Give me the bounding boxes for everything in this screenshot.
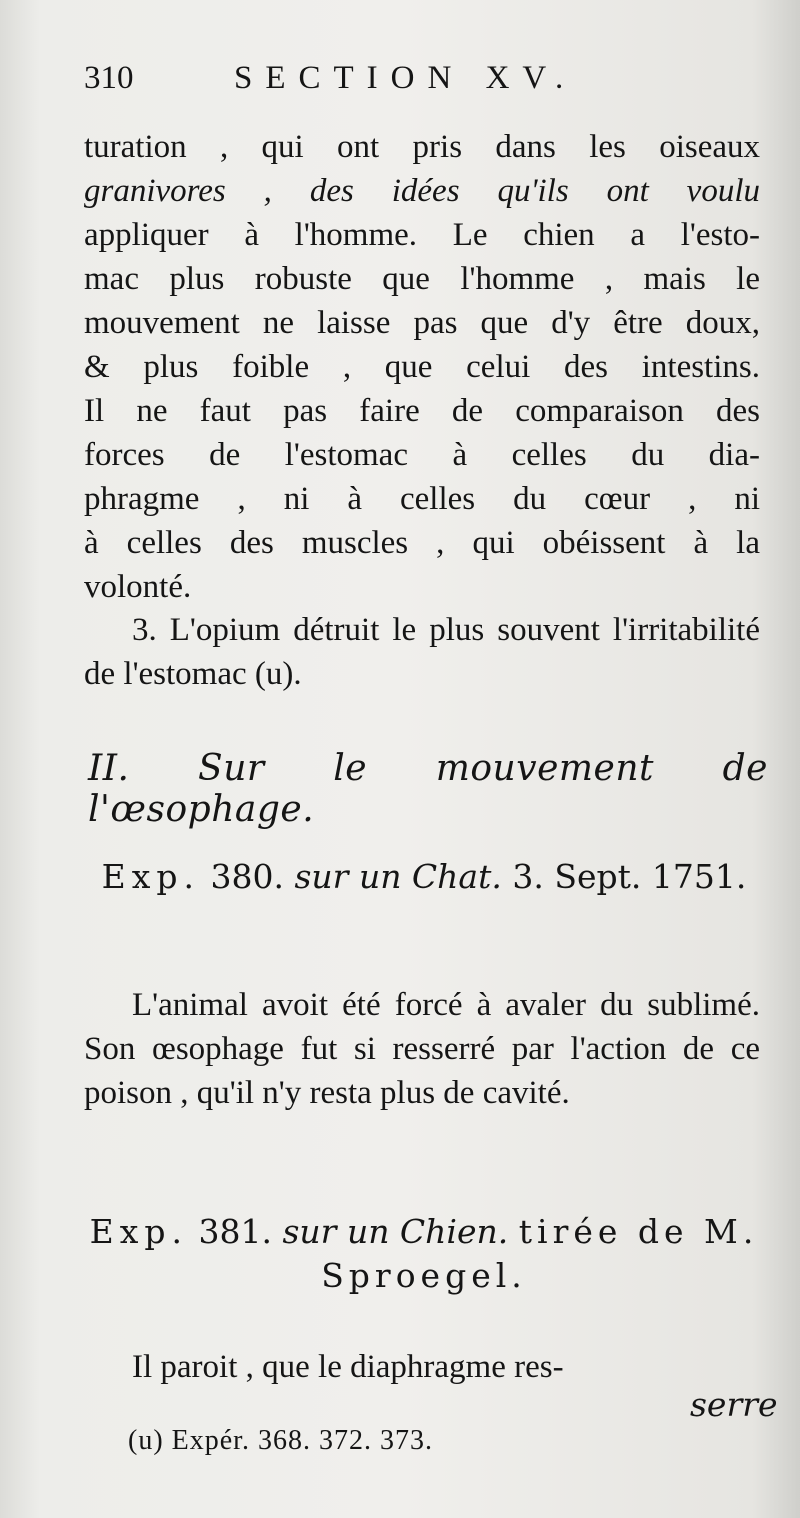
paragraph-1 [84, 125, 760, 609]
footnote: (u) Expér. 368. 372. 373. [128, 1425, 433, 1456]
experiment-380-heading [84, 855, 764, 899]
paragraph-4: Il paroit , que le diaphragme res- [132, 1349, 564, 1385]
experiment-label: Exp. [101, 857, 200, 896]
experiment-date: 3. Sept. 1751. [512, 857, 747, 896]
text-line: Il ne faut pas faire de comparaison des [84, 393, 760, 429]
text-line: appliquer à l'homme. Le chien a l'esto- [84, 217, 760, 253]
section-subheading: II. Sur le mouvement de l'œsophage. [88, 748, 768, 830]
text-line: & plus foible , que celui des intestins. [84, 349, 760, 385]
experiment-label: Exp. [89, 1212, 188, 1251]
page-header [84, 60, 764, 106]
experiment-source: tirée de M. Sproegel. [321, 1212, 759, 1295]
experiment-subject: sur un Chien. [282, 1212, 509, 1251]
experiment-number: 381. [198, 1212, 272, 1251]
catchword: serre [690, 1385, 778, 1424]
experiment-381-heading [84, 1210, 764, 1298]
running-title: SECTION XV. [234, 60, 577, 96]
text-line: turation , qui ont pris dans les oiseaux [84, 129, 760, 165]
text-line: granivores , des idées qu'ils ont voulu [84, 173, 760, 209]
experiment-subject: sur un Chat. [294, 857, 502, 896]
text-line: volonté. [84, 569, 192, 605]
text-line: mouvement ne laisse pas que d'y être doux, [84, 305, 760, 341]
text-line: à celles des muscles , qui obéissent à la [84, 525, 760, 561]
text-line: mac plus robuste que l'homme , mais le [84, 261, 760, 297]
paragraph-2: 3. L'opium détruit le plus souvent l'irritabilité de l'estomac (u). [84, 612, 760, 692]
text-line: phragme , ni à celles du cœur , ni [84, 481, 760, 517]
page-number: 310 [84, 60, 134, 96]
text-line: forces de l'estomac à celles du dia- [84, 437, 760, 473]
paragraph-3: L'animal avoit été forcé à avaler du sublimé. Son œsophage fut si resserré par l'action de ce poison , qu'il n'y resta plus de cavité. [84, 987, 760, 1111]
experiment-number: 380. [210, 857, 284, 896]
